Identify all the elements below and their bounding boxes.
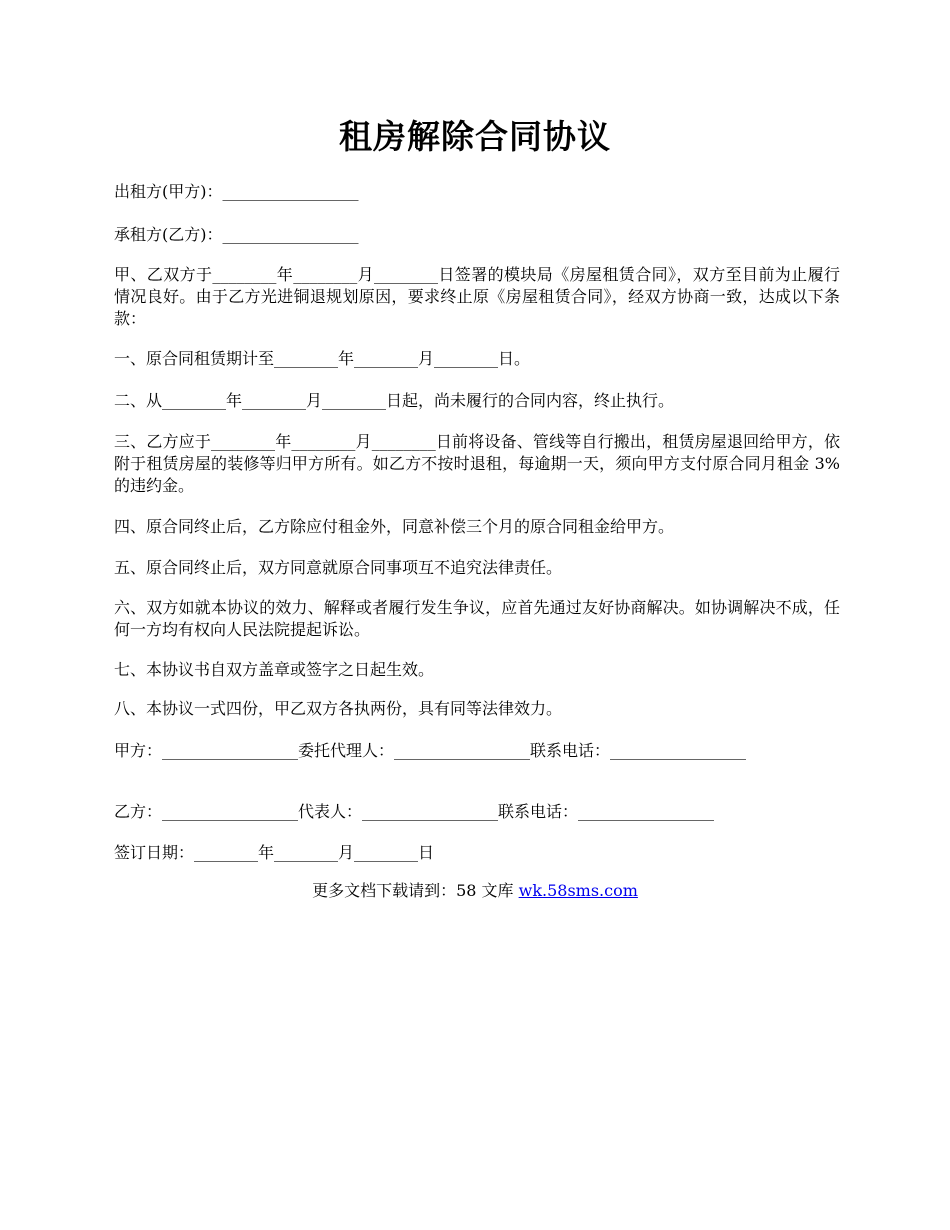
lessor-line: 出租方(甲方)：_________________: [114, 182, 359, 201]
footer-text: 更多文档下载请到：58 文库: [312, 881, 519, 900]
clause-7: 七、本协议书自双方盖章或签字之日起生效。: [114, 660, 435, 679]
clause-2: 二、从________年________月________日起，尚未履行的合同内容，终止执行。: [114, 391, 675, 410]
clause-8: 八、本协议一式四份，甲乙双方各执两份，具有同等法律效力。: [114, 699, 563, 718]
signature-party-b: 乙方：_________________代表人：_________________联系电话：_________________: [114, 802, 715, 821]
intro-paragraph: 甲、乙双方于________年________月________日签署的模块局《房屋租赁合同》，双方至目前为止履行情况良好。由于乙方光进铜退规划原因，要求终止原《房屋租赁合同》，经双方协商一致，达成以下条款：: [114, 265, 840, 328]
clause-6: 六、双方如就本协议的效力、解释或者履行发生争议，应首先通过友好协商解决。如协调解决不成，任何一方均有权向人民法院提起诉讼。: [114, 598, 840, 639]
sign-date: 签订日期：________年________月________日: [114, 843, 435, 862]
clause-5: 五、原合同终止后，双方同意就原合同事项互不追究法律责任。: [114, 558, 563, 577]
document-title: 租房解除合同协议: [339, 117, 611, 156]
clause-1: 一、原合同租赁期计至________年________月________日。: [114, 349, 531, 368]
signature-party-a: 甲方：_________________委托代理人：_________________联系电话：_________________: [114, 741, 747, 760]
clause-3: 三、乙方应于________年________月________日前将设备、管线等自行搬出，租赁房屋退回给甲方，依附于租赁房屋的装修等归甲方所有。如乙方不按时退租，每逾期一天，须向甲方支付原合同月租金 3%的违约金。: [114, 432, 840, 495]
footer: [0, 880, 950, 902]
clause-4: 四、原合同终止后，乙方除应付租金外，同意补偿三个月的原合同租金给甲方。: [114, 517, 675, 536]
footer-link[interactable]: wk.58sms.com: [518, 881, 638, 900]
lessee-line: 承租方(乙方)：_________________: [114, 225, 359, 244]
